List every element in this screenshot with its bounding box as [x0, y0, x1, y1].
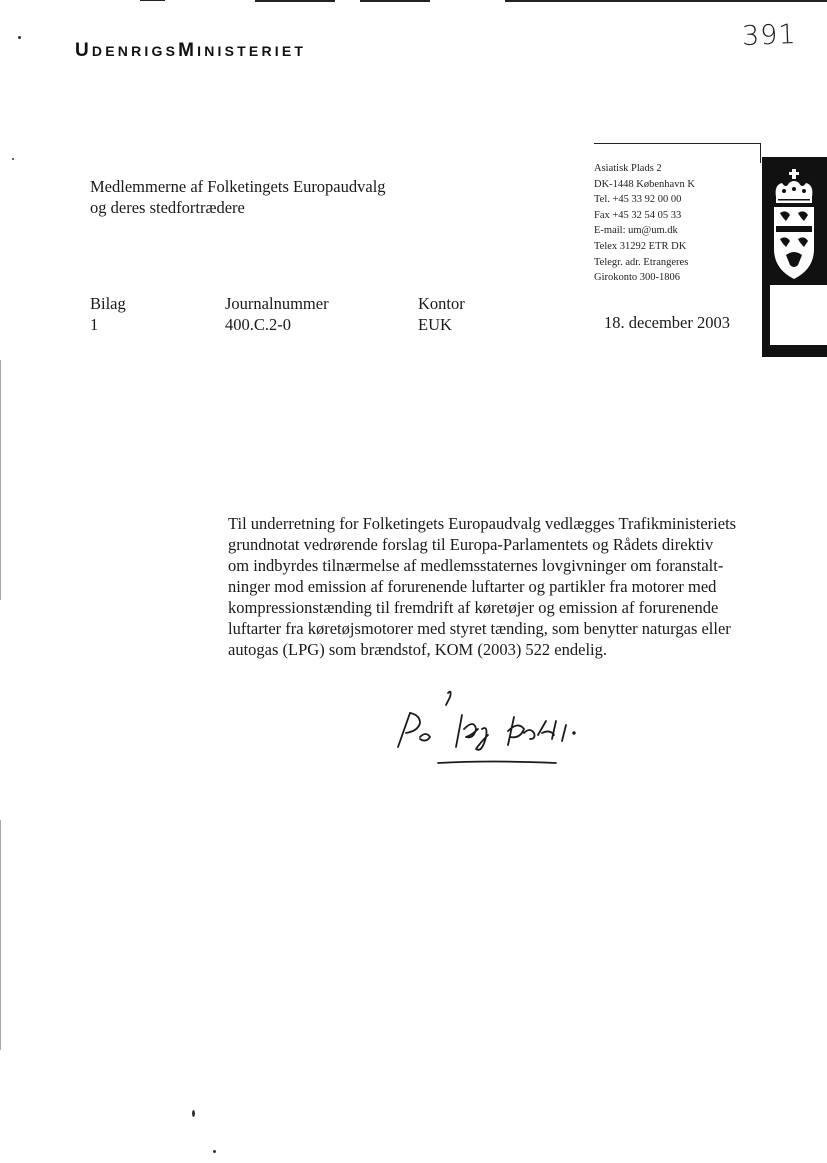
- handwritten-signature: [390, 685, 610, 775]
- ministry-initial: U: [75, 40, 92, 61]
- address-block: [594, 161, 695, 286]
- scan-speck: [213, 1150, 216, 1153]
- address-divider: [594, 143, 760, 144]
- ministry-part-2: INISTERIET: [197, 43, 307, 59]
- body-line: grundnotat vedrørende forslag til Europa-Parlamentets og Rådets direktiv: [228, 535, 714, 554]
- kontor-label: Kontor: [418, 294, 465, 313]
- scan-artifact-top: [360, 0, 430, 2]
- ministry-name: [75, 40, 306, 62]
- crest-icon: [762, 157, 827, 287]
- recipient-block: [90, 176, 386, 218]
- bilag-value: 1: [90, 315, 99, 334]
- royal-crest-emblem: [762, 157, 827, 357]
- body-line: Til underretning for Folketingets Europaudvalg vedlægges Trafikministeriets: [228, 514, 737, 533]
- address-line: E-mail: um@um.dk: [594, 225, 678, 237]
- crest-block-cutout: [770, 285, 827, 345]
- address-line: Tel. +45 33 92 00 00: [594, 194, 682, 206]
- body-line: ninger mod emission af forurenende luftarter og partikler fra motorer med: [228, 577, 717, 596]
- scan-artifact-top: [505, 0, 827, 2]
- kontor-column: [418, 293, 465, 335]
- scan-artifact-left: [0, 820, 1, 1050]
- bilag-column: [90, 293, 126, 335]
- body-line: om indbyrdes tilnærmelse af medlemsstaternes lovgivninger om foranstalt-: [228, 556, 724, 575]
- letter-date: 18. december 2003: [604, 313, 730, 332]
- recipient-line: og deres stedfortrædere: [90, 198, 245, 217]
- scan-artifact-top: [140, 0, 165, 1]
- body-line: luftarter fra køretøjsmotorer med styret tænding, som benytter naturgas eller: [228, 619, 731, 638]
- address-line: Telex 31292 ETR DK: [594, 240, 687, 252]
- address-divider: [760, 143, 761, 163]
- scan-speck: [18, 36, 21, 39]
- scan-artifact-top: [255, 0, 335, 2]
- ministry-part-1: DENRIGS: [91, 43, 179, 59]
- bilag-label: Bilag: [90, 294, 126, 313]
- scan-speck: [12, 158, 14, 160]
- body-line: kompressionstænding til fremdrift af køretøjer og emission af forurenende: [228, 598, 719, 617]
- letter-body: [228, 513, 768, 660]
- address-line: Telegr. adr. Etrangeres: [594, 256, 689, 268]
- ministry-initial-2: M: [178, 40, 198, 61]
- journal-column: [225, 293, 329, 335]
- address-line: Asiatisk Plads 2: [594, 163, 662, 174]
- body-line: autogas (LPG) som brændstof, KOM (2003) 522 endelig.: [228, 640, 608, 659]
- recipient-line: Medlemmerne af Folketingets Europaudvalg: [90, 177, 386, 196]
- handwritten-page-number: 391: [741, 19, 798, 52]
- journal-label: Journalnummer: [225, 294, 329, 313]
- journal-value: 400.C.2-0: [225, 315, 291, 334]
- address-line: DK-1448 København K: [594, 178, 695, 190]
- kontor-value: EUK: [418, 315, 452, 334]
- address-line: Girokonto 300-1806: [594, 272, 681, 284]
- scan-artifact-left: [0, 360, 1, 600]
- address-line: Fax +45 32 54 05 33: [594, 209, 682, 221]
- scan-speck: [192, 1110, 195, 1117]
